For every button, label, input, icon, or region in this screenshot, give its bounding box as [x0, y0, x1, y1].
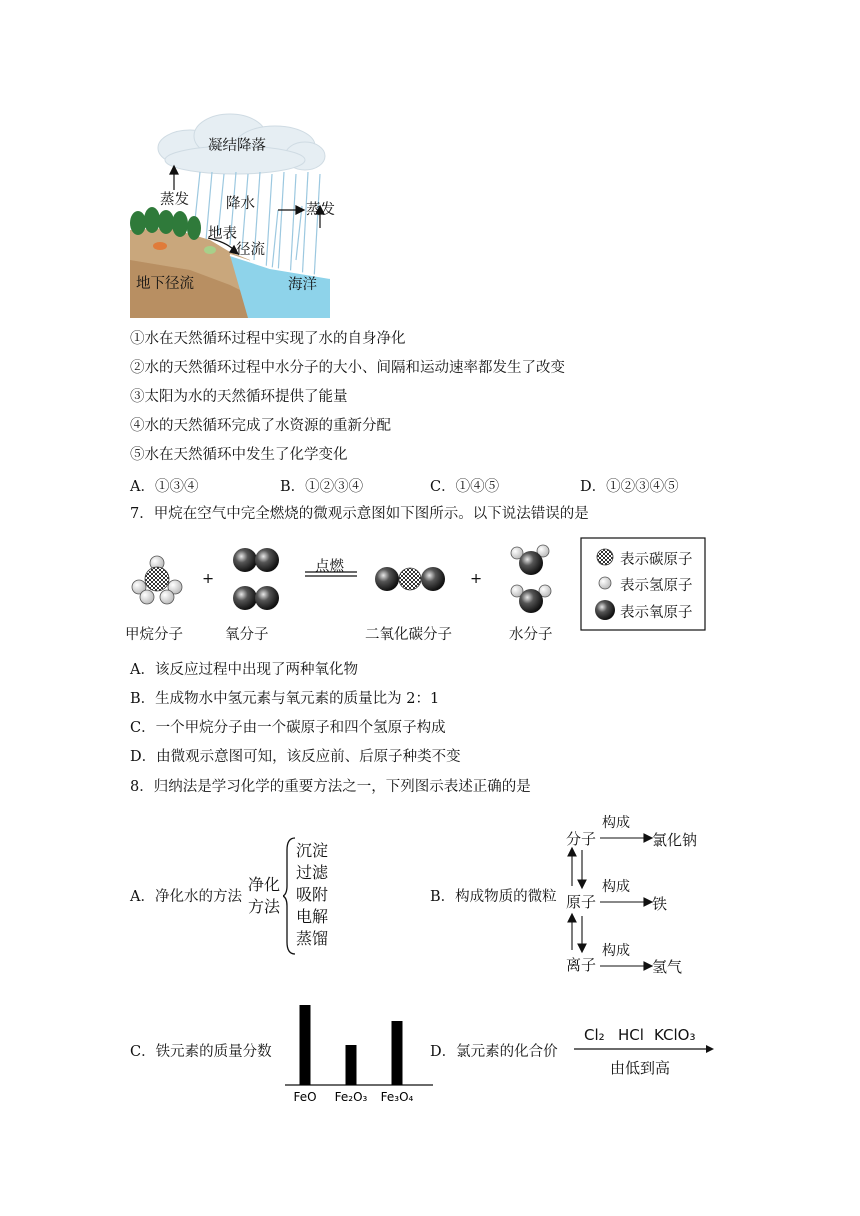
- purify-label-2: 方法: [248, 897, 281, 916]
- valence-caption: 由低到高: [610, 1059, 671, 1077]
- compound-cl2: Cl₂: [584, 1026, 605, 1044]
- compound-hcl: HCl: [618, 1026, 644, 1044]
- q7-option-b[interactable]: B．生成物水中氢元素与氧元素的质量比为 2：1: [130, 691, 440, 707]
- compound-kclo3: KClO₃: [654, 1026, 696, 1044]
- particle-ion: 离子: [566, 956, 597, 974]
- q6-statement-2: ②水的天然循环过程中水分子的大小、间隔和运动速率都发生了改变: [130, 360, 565, 376]
- constitute-label-2: 构成: [602, 879, 630, 895]
- brace: [283, 836, 297, 956]
- particle-atom: 原子: [566, 893, 597, 911]
- q6-option-b[interactable]: B．①②③④: [280, 479, 364, 495]
- q6-statement-4: ④水的天然循环完成了水资源的重新分配: [130, 418, 391, 434]
- constitute-label-3: 构成: [602, 943, 630, 959]
- q6-statement-1: ①水在天然循环过程中实现了水的自身净化: [130, 331, 406, 347]
- q7-figure: [125, 535, 710, 647]
- legend-hydrogen: 表示氢原子: [620, 578, 693, 594]
- iron-mass-fraction-chart: [285, 993, 435, 1103]
- bar-1: [300, 1005, 311, 1085]
- purify-label-1: 净化: [248, 875, 281, 894]
- evaporation-sea-label: 蒸发: [306, 202, 335, 218]
- q7-option-d[interactable]: D．由微观示意图可知，该反应前、后原子种类不变: [130, 749, 461, 765]
- constitute-label-1: 构成: [602, 815, 630, 831]
- co2-label: 二氧化碳分子: [365, 627, 452, 643]
- methane-molecule: [132, 556, 182, 604]
- q6-statement-3: ③太阳为水的天然循环提供了能量: [130, 389, 348, 405]
- surface-runoff-label-2: 径流: [236, 242, 265, 258]
- method-item-1: 沉淀: [296, 841, 329, 860]
- methane-label: 甲烷分子: [125, 627, 183, 643]
- plus-sign-1: +: [202, 571, 215, 587]
- tick-label-2: Fe₂O₃: [334, 1090, 368, 1103]
- oxygen-molecules: [233, 548, 279, 610]
- q6-option-a[interactable]: A．①③④: [130, 479, 199, 495]
- substance-nacl: 氯化钠: [652, 831, 698, 849]
- q6-option-c[interactable]: C．①④⑤: [430, 479, 500, 495]
- bar-2: [346, 1045, 357, 1085]
- legend-carbon: 表示碳原子: [620, 552, 693, 568]
- bar-3: [392, 1021, 403, 1085]
- underground-runoff-label: 地下径流: [136, 276, 194, 292]
- q8-option-d-label[interactable]: D．氯元素的化合价: [430, 1044, 558, 1060]
- substance-iron: 铁: [652, 895, 668, 913]
- valence-arrow: [574, 1042, 718, 1056]
- precipitation-label: 降水: [226, 196, 255, 212]
- q7-option-a[interactable]: A．该反应过程中出现了两种氧化物: [130, 662, 358, 678]
- cloud-label: 凝结降落: [208, 138, 266, 154]
- q6-statement-5: ⑤水在天然循环中发生了化学变化: [130, 447, 348, 463]
- oxygen-label: 氧分子: [225, 627, 269, 643]
- evaporation-land-label: 蒸发: [160, 192, 189, 208]
- method-item-2: 过滤: [296, 863, 329, 882]
- q8-option-c-label[interactable]: C．铁元素的质量分数: [130, 1044, 272, 1060]
- particle-molecule: 分子: [566, 830, 597, 848]
- reaction-condition: 点燃: [315, 559, 344, 575]
- co2-molecule: [375, 567, 445, 591]
- substance-hydrogen: 氢气: [652, 958, 683, 976]
- q8-stem: 8．归纳法是学习化学的重要方法之一，下列图示表述正确的是: [130, 779, 531, 795]
- method-item-4: 电解: [296, 907, 329, 926]
- water-molecules: [511, 545, 551, 613]
- water-label: 水分子: [509, 627, 553, 643]
- tick-label-1: FeO: [293, 1090, 317, 1103]
- tick-label-3: Fe₃O₄: [380, 1090, 414, 1103]
- water-cycle-figure: [130, 110, 335, 318]
- q8-option-b-label[interactable]: B．构成物质的微粒: [430, 889, 557, 905]
- q7-option-c[interactable]: C．一个甲烷分子由一个碳原子和四个氢原子构成: [130, 720, 446, 736]
- q6-option-d[interactable]: D．①②③④⑤: [580, 479, 679, 495]
- method-item-3: 吸附: [296, 885, 329, 904]
- legend-oxygen: 表示氧原子: [620, 605, 693, 621]
- q7-stem: 7．甲烷在空气中完全燃烧的微观示意图如下图所示。以下说法错误的是: [130, 506, 589, 522]
- ocean-label: 海洋: [288, 277, 317, 293]
- plus-sign-2: +: [470, 571, 483, 587]
- surface-runoff-label-1: 地表: [208, 226, 237, 242]
- method-item-5: 蒸馏: [296, 929, 329, 948]
- particle-arrows: [560, 820, 720, 980]
- q8-option-a-label[interactable]: A．净化水的方法: [130, 889, 242, 905]
